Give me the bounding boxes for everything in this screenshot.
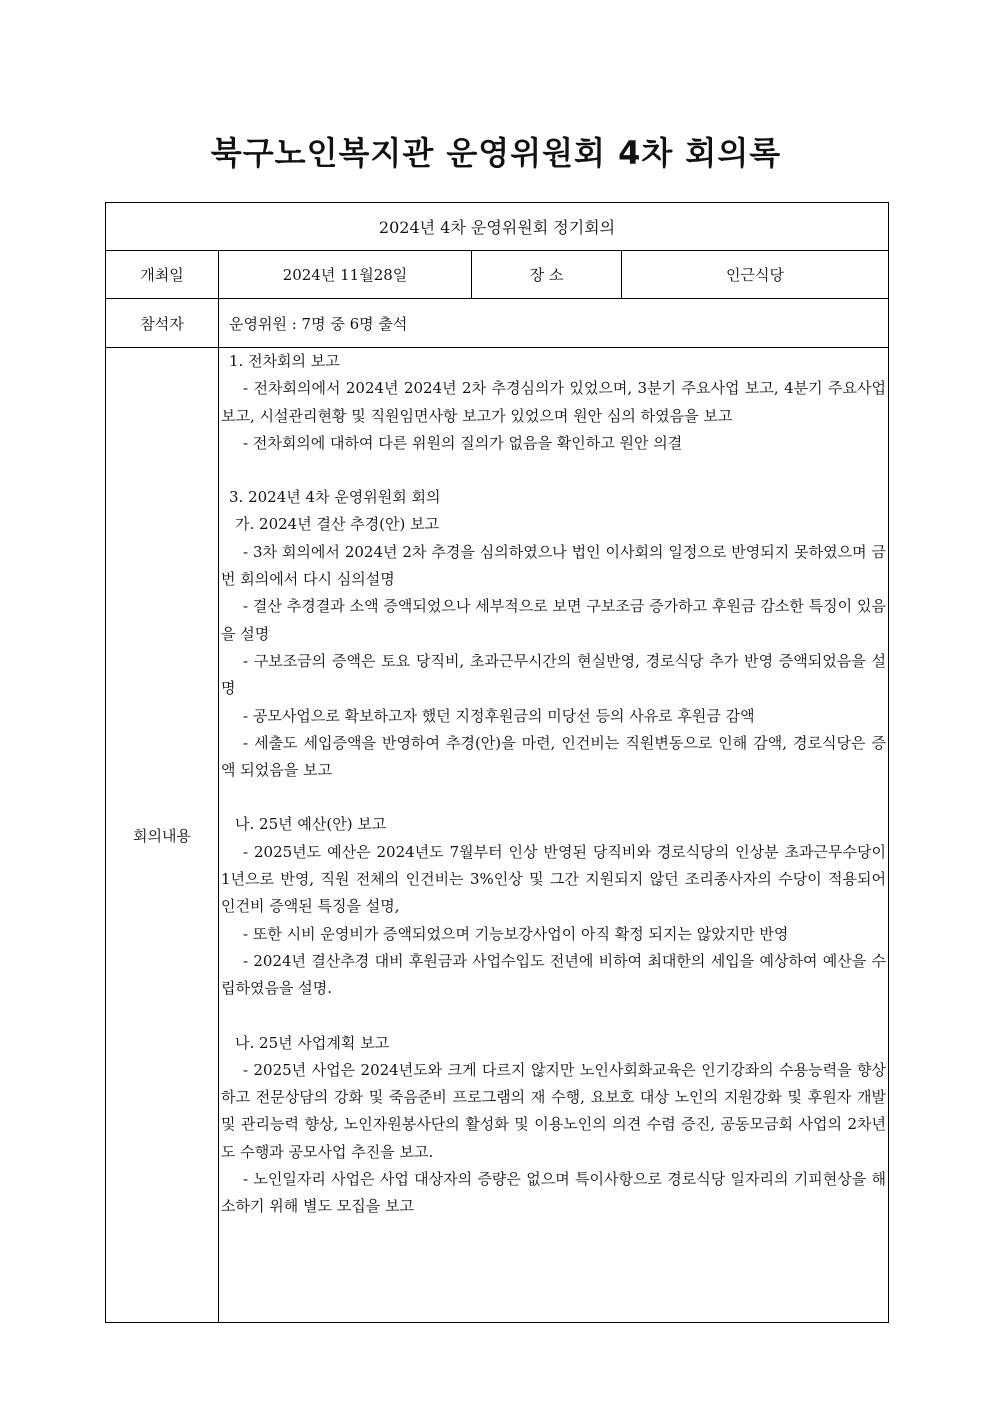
subsection-title: 나. 25년 예산(안) 보고	[235, 815, 387, 834]
content-item: - 2025년 사업은 2024년도와 크게 다르지 않지만 노인사회화교육은 인기강좌의 수용능력을 향상하고 전문상담의 강화 및 죽음준비 프로그램의 재 수행, 요보호 대상 노인의 지원강화 및 후원자 개발 및 관리능력 향상, 노인자원봉사단의 활성화 및 이용노인의 의견 수렴 증진, 공동모금회 사업의 2차년도 수행과 공모사업 추진을 보고.	[221, 1060, 886, 1161]
section-title: 1. 전차회의 보고	[229, 352, 340, 370]
content-item: - 공모사업으로 확보하고자 했던 지정후원금의 미당선 등의 사유로 후원금 감액	[243, 706, 755, 725]
date-label: 개최일	[106, 251, 219, 299]
content-item: - 또한 시비 운영비가 증액되었으며 기능보강사업이 아직 확정 되지는 않았지만 반영	[243, 924, 789, 943]
content-item: - 2024년 결산추경 대비 후원금과 사업수입도 전년에 비하여 최대한의 세입을 예상하여 예산을 수립하였음을 설명.	[221, 951, 886, 998]
meeting-heading: 2024년 4차 운영위원회 정기회의	[106, 203, 889, 251]
content-item: - 전차회의에서 2024년 2024년 2차 추경심의가 있었으며, 3분기 주요사업 보고, 4분기 주요사업 보고, 시설관리현황 및 직원임면사항 보고가 있었으며 원안 심의 하였음을 보고	[221, 379, 886, 425]
subsection-title: 나. 25년 사업계획 보고	[235, 1033, 390, 1052]
content-item: - 노인일자리 사업은 사업 대상자의 증량은 없으며 특이사항으로 경로식당 일자리의 기피현상을 해소하기 위해 별도 모집을 보고	[221, 1170, 886, 1216]
subsection-title: 가. 2024년 결산 추경(안) 보고	[235, 515, 440, 534]
meeting-meta-row	[106, 251, 889, 299]
place-label: 장 소	[472, 251, 622, 299]
content-item: - 결산 추경결과 소액 증액되었으나 세부적으로 보면 구보조금 증가하고 후원금 감소한 특징이 있음을 설명	[221, 597, 886, 643]
content-item: - 전차회의에 대하여 다른 위원의 질의가 없음을 확인하고 원안 의결	[243, 433, 683, 452]
attendees-row	[106, 299, 889, 348]
content-item: - 2025년도 예산은 2024년도 7월부터 인상 반영된 당직비와 경로식당의 인상분 초과근무수당이 1년으로 반영, 직원 전체의 인건비는 3%인상 및 그간 지원되지 않던 조리종사자의 수당이 적용되어 인건비 증액된 특징을 설명,	[221, 842, 886, 916]
content-item: - 세출도 세입증액을 반영하여 추경(안)을 마련, 인건비는 직원변동으로 인해 감액, 경로식당은 증액 되었음을 보고	[221, 733, 886, 780]
meeting-heading-row	[106, 203, 889, 251]
meeting-content	[221, 348, 886, 1221]
content-row	[106, 348, 889, 1323]
content-label: 회의내용	[106, 348, 219, 1323]
place-value: 인근식당	[622, 251, 889, 299]
section-title: 3. 2024년 4차 운영위원회 회의	[229, 488, 441, 507]
content-item: - 구보조금의 증액은 토요 당직비, 초과근무시간의 현실반영, 경로식당 추가 반영 증액되었음을 설명	[221, 651, 886, 698]
document-title: 북구노인복지관 운영위원회 4차 회의록	[210, 134, 782, 172]
content-item: - 3차 회의에서 2024년 2차 추경을 심의하였으나 법인 이사회의 일정으로 반영되지 못하였으며 금번 회의에서 다시 심의설명	[221, 542, 886, 589]
content-cell	[219, 348, 889, 1323]
minutes-table	[105, 202, 889, 1323]
attendees-label: 참석자	[106, 299, 219, 348]
date-value: 2024년 11월28일	[219, 251, 472, 299]
attendees-value: 운영위원 : 7명 중 6명 출석	[219, 299, 889, 348]
